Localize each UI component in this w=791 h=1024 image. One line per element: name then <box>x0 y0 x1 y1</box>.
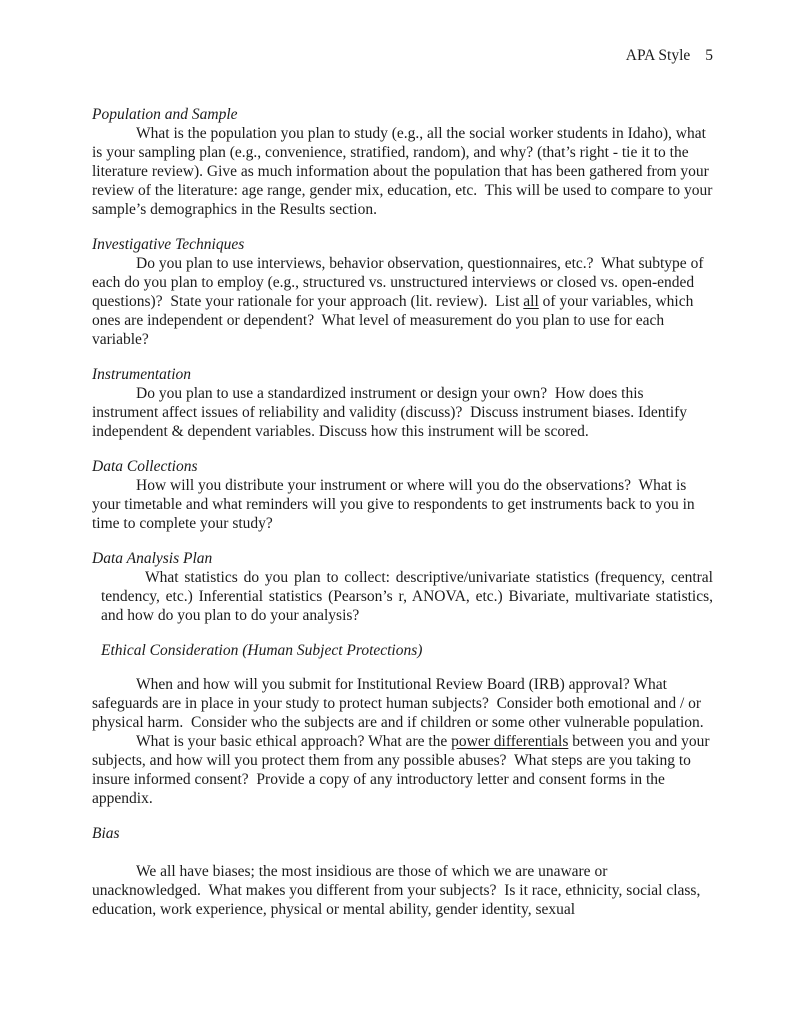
section-heading: Investigative Techniques <box>92 236 245 253</box>
section-heading: Population and Sample <box>92 106 238 123</box>
paragraph <box>92 568 717 625</box>
section-ethical-consideration <box>92 641 713 808</box>
section-heading: Data Analysis Plan <box>92 550 213 567</box>
paragraph <box>92 476 713 533</box>
section-heading: Instrumentation <box>92 366 192 383</box>
paragraph-text: What statistics do you plan to collect: descriptive/univariate statistics (frequency, central tendency, etc.) Inferential statistics (Pearson’s r, ANOVA, etc.) Bivariate, multivariate statistics, and how do you plan to do your analysis? <box>101 569 717 624</box>
running-head-title: APA Style <box>625 47 691 64</box>
section-data-analysis-plan <box>92 549 717 625</box>
underlined-text: power differentials <box>451 733 569 750</box>
section-bias <box>92 824 713 919</box>
paragraph <box>92 862 713 919</box>
section-instrumentation <box>92 365 713 441</box>
section-heading: Data Collections <box>92 458 198 475</box>
paragraph-text: Do you plan to use interviews, behavior observation, questionnaires, etc.? What subtype of each do you plan to employ (e.g., structured vs. unstructured interviews or closed vs. open-ended questions)? State your rationale for your approach (lit. review). List <box>92 255 708 310</box>
paragraph-text: How will you distribute your instrument or where will you do the observations? What is your timetable and what reminders will you give to respondents to get instruments back to you in time to complete your study? <box>92 477 699 532</box>
running-head <box>92 46 713 65</box>
paragraph-text: Do you plan to use a standardized instrument or design your own? How does this instrument affect issues of reliability and validity (discuss)? Discuss instrument biases. Identify independent & dependent variables. Discuss how this instrument will be scored. <box>92 385 691 440</box>
page-number: 5 <box>705 47 713 64</box>
paragraph <box>92 124 717 219</box>
section-heading: Ethical Consideration (Human Subject Protections) <box>101 642 423 659</box>
section-investigative-techniques <box>92 235 713 349</box>
paragraph <box>92 675 713 732</box>
section-data-collections <box>92 457 713 533</box>
paragraph <box>92 732 713 808</box>
paragraph-text: of your variables, which ones are independent or dependent? What level of measurement do you plan to use for each variable? <box>92 293 698 348</box>
paragraph-text: What is the population you plan to study (e.g., all the social worker students in Idaho), what is your sampling plan (e.g., convenience, stratified, random), and why? (that’s right - tie it to the literature review). Give as much information about the population that has been gathered from your review of the literature: age range, gender mix, education, etc. This will be used to compare to your sample’s demographics in the Results section. <box>92 125 717 218</box>
paragraph-text: We all have biases; the most insidious are those of which we are unaware or unacknowledged. What makes you different from your subjects? Is it race, ethnicity, social class, education, work experience, physical or mental ability, gender identity, sexual <box>92 863 705 918</box>
paragraph <box>92 384 713 441</box>
paragraph <box>92 254 713 349</box>
underlined-text: all <box>523 293 539 310</box>
section-heading: Bias <box>92 825 120 842</box>
paragraph-text: When and how will you submit for Institutional Review Board (IRB) approval? What safeguards are in place in your study to protect human subjects? Consider both emotional and / or physical harm. Consider who the subjects are and if children or some other vulnerable population. <box>92 676 705 731</box>
paragraph-text: What is your basic ethical approach? What are the <box>136 733 452 750</box>
section-population-and-sample <box>92 105 717 219</box>
paragraph-text: between you and your subjects, and how will you protect them from any possible abuses? What steps are you taking to insure informed consent? Provide a copy of any introductory letter and consent forms in the appendix. <box>92 733 714 807</box>
